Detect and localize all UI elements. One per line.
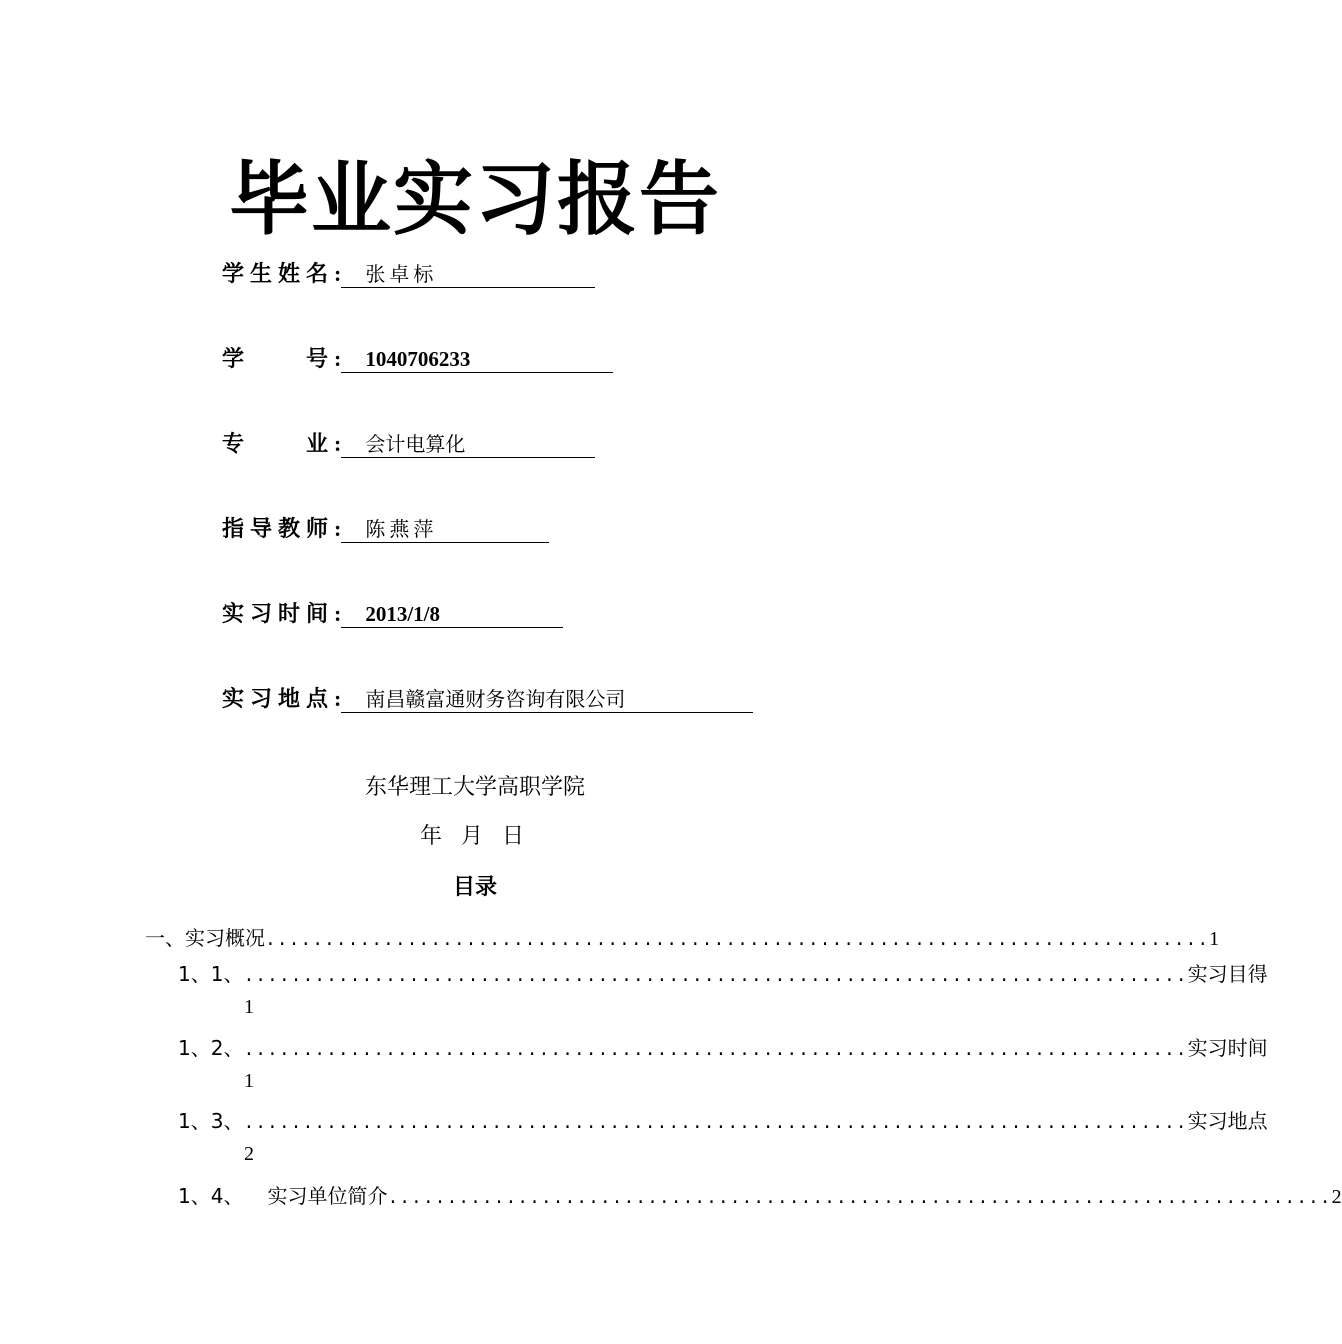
toc-title: 目录 xyxy=(452,875,497,900)
advisor-field xyxy=(222,513,549,545)
internship-location-field xyxy=(222,683,753,715)
field-colon: : xyxy=(334,346,342,371)
toc-entry-page: 1 xyxy=(244,996,254,1018)
toc-entry-page: 1 xyxy=(244,1070,254,1092)
toc-leader-dots: ................................................................................ xyxy=(243,967,1188,987)
toc-entry-number: 一、 xyxy=(145,926,185,950)
toc-entry-text: 实习地点 xyxy=(1187,1109,1268,1133)
field-label: 实习时间 xyxy=(222,602,335,627)
toc-entry-number: 1、3、 xyxy=(178,1109,244,1133)
toc-entry-text: 实习概况 xyxy=(185,926,265,950)
field-colon: : xyxy=(334,431,342,456)
toc-entry[interactable] xyxy=(145,922,1220,951)
toc-entry-text: 实习单位简介 xyxy=(267,1184,388,1208)
toc-entry[interactable] xyxy=(178,1032,1268,1061)
field-label: 学生姓名 xyxy=(222,262,335,287)
internship-time-value: 2013/1/8 xyxy=(341,601,563,628)
toc-entry[interactable] xyxy=(178,1105,1268,1134)
report-title: 毕业实习报告 xyxy=(229,153,721,246)
toc-entry-text: 实习时间 xyxy=(1187,1036,1268,1060)
field-colon: : xyxy=(334,516,342,541)
major-value: 会计电算化 xyxy=(341,431,595,458)
internship-time-field xyxy=(222,598,563,630)
toc-leader-dots: ................................................................................ xyxy=(243,1114,1188,1134)
student-name-field xyxy=(222,258,595,290)
toc-leader-dots: ................................................................................ xyxy=(243,1041,1188,1061)
field-label: 实习地点 xyxy=(222,687,335,712)
toc-entry-page: 1 xyxy=(1209,928,1220,950)
internship-location-value: 南昌赣富通财务咨询有限公司 xyxy=(341,686,753,713)
student-name-value: 张卓标 xyxy=(341,261,595,288)
toc-entry-text: 实习目得 xyxy=(1187,962,1268,986)
advisor-value: 陈燕萍 xyxy=(341,516,549,543)
toc-entry-number: 1、1、 xyxy=(178,962,244,986)
toc-entry[interactable] xyxy=(178,1180,1342,1209)
toc-entry-number: 1、4、 xyxy=(178,1184,244,1208)
date-line: 年 月 日 xyxy=(420,824,530,849)
field-colon: : xyxy=(334,601,342,626)
toc-entry[interactable] xyxy=(178,958,1268,987)
student-id-value: 1040706233 xyxy=(341,346,613,373)
toc-leader-dots: ................................................................................ xyxy=(387,1189,1332,1209)
toc-entry-page: 2 xyxy=(244,1143,254,1165)
field-colon: : xyxy=(334,261,342,286)
toc-entry-number: 1、2、 xyxy=(178,1036,244,1060)
major-field xyxy=(222,428,595,460)
toc-entry-page: 2 xyxy=(1331,1186,1342,1208)
toc-leader-dots: ................................................................................ xyxy=(265,931,1210,951)
field-colon: : xyxy=(334,686,342,711)
field-label: 学 号 xyxy=(222,347,335,372)
field-label: 指导教师 xyxy=(222,517,335,542)
field-label: 专 业 xyxy=(222,432,335,457)
student-id-field xyxy=(222,343,613,375)
school-name: 东华理工大学高职学院 xyxy=(364,775,585,800)
